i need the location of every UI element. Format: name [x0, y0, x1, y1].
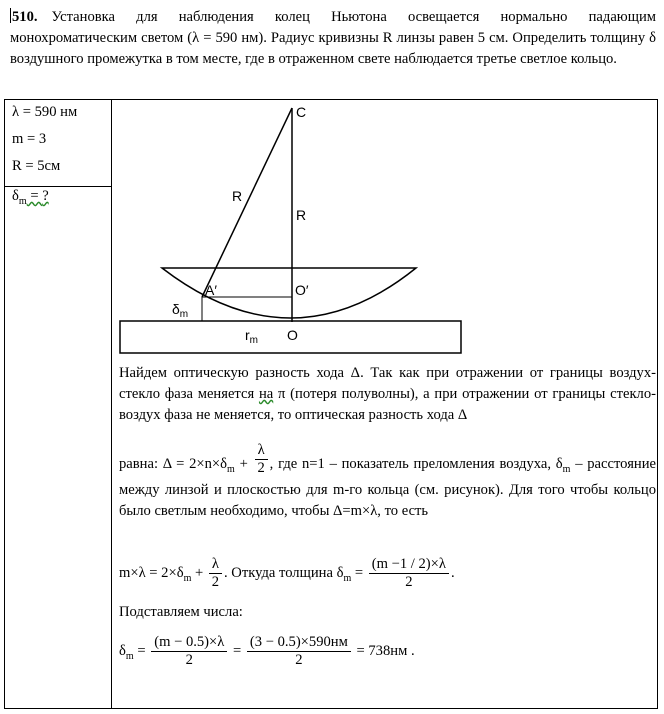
label-R-left: R [232, 188, 243, 204]
label-O: O [287, 327, 298, 343]
table-divider-horizontal [4, 186, 112, 187]
solution-paragraph-1: Найдем оптическую разность хода Δ. Так как при отражении от границы воздух-стекло фаза меняется на π (потеря полуволны), а при отражении от границы стекло-воздух фаза не меняется, то оптическая разность хода Δ [119, 365, 656, 423]
find-sub: m [18, 195, 27, 207]
equation-result: $\delta_m$ = $\frac{(m - 0.5)\times\lambda}{2}$ = $\frac{(3 - 0.5)\times 590нм}{2}$ = 738нм . [119, 634, 415, 668]
label-A: A′ [205, 282, 217, 298]
solution-paragraph-2: равна: $\Delta = 2\times n\times\delta_m$ + $\frac{\lambda}{2}$ , где n=1 – показатель преломления воздуха, $\delta_m$ – расстояние между линзой и плоскостью для m-го кольца (см. рисунок). Для того чтобы кольцо было светлым необходимо, чтобы Δ=m×λ, то есть [119, 442, 656, 519]
problem-statement [10, 7, 656, 70]
fraction-formula: $\frac{(m - 0.5)\times\lambda}{2}$ [151, 634, 227, 669]
fraction-thickness: $\frac{(m -1 / 2)\times\lambda}{2}$ [369, 556, 449, 591]
find-question: ? [42, 188, 49, 204]
find-eq: = [26, 188, 43, 204]
equation-condition: $m\times\lambda = 2\times\delta_m$ + $\frac{\lambda}{2}$ . Откуда толщина $\delta_m$ = $\frac{(m -1 / 2)\times\lambda}{2}$ . [119, 556, 455, 590]
fraction-numeric: $\frac{(3 - 0.5)\times 590нм}{2}$ [247, 634, 351, 669]
given-lambda: λ = 590 нм [12, 104, 78, 120]
problem-number: 510. [12, 9, 38, 25]
label-delta: $\delta_m$ [172, 301, 189, 320]
label-C: C [296, 104, 307, 120]
find-delta [12, 188, 49, 207]
label-r: $r_m$ [245, 327, 259, 346]
find-symbol: δ [12, 188, 19, 204]
problem-text: Установка для наблюдения колец Ньютона освещается нормально падающим монохроматическим светом (λ = 590 нм). Радиус кривизны R линзы равен 5 см. Определить толщину δ воздушного промежутка в том месте, где в отраженном свете наблюдается третье светлое кольцо. [10, 9, 656, 67]
substitute-label: Подставляем числа: [119, 604, 243, 620]
text-cursor [10, 8, 11, 23]
given-R: R = 5см [12, 158, 61, 174]
newton-rings-diagram [112, 100, 472, 358]
fraction-lambda-2: $\frac{\lambda}{2}$ [255, 442, 268, 477]
given-m: m = 3 [12, 131, 47, 147]
lens [162, 268, 416, 318]
label-R-right: R [296, 207, 307, 223]
fraction-lambda-2-b: $\frac{\lambda}{2}$ [209, 556, 222, 591]
label-O-prime: O′ [295, 282, 309, 298]
